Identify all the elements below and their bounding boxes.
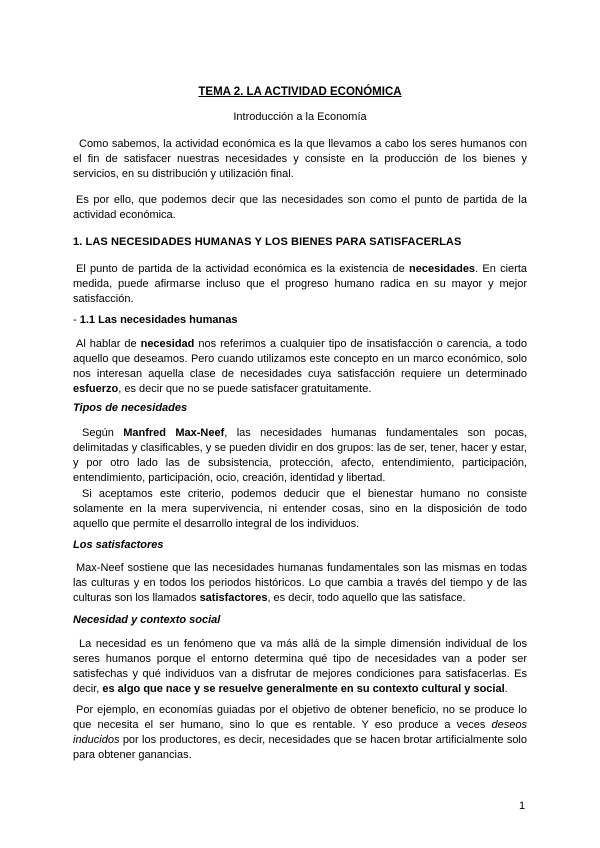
section-1-paragraph: El punto de partida de la actividad económica es la existencia de necesidades. En cierta medida, puede afirmarse incluso que el progreso humano radica en su mayor y mejor satisfacción.: [73, 263, 527, 305]
tipos-paragraph-1: Según Manfred Max-Neef, las necesidades humanas fundamentales son pocas, delimitadas y clasificables, y se pueden dividir en dos grupos: las de ser, tener, hacer y estar, y por otro lado las de subsistencia, protección, afecto, entendimiento, participación, entendimiento, participación, ocio, creación, identidad y libertad.: [73, 427, 528, 484]
contexto-heading: Necesidad y contexto social: [73, 614, 221, 626]
contexto-paragraph-2: Por ejemplo, en economías guiadas por el objetivo de obtener beneficio, no se produce lo que necesita el ser humano, sino lo que es rentable. Y eso produce a veces deseos inducidos por los productores, es decir, necesidades que se hacen brotar artificialmente solo para obtener ganancias.: [73, 704, 527, 761]
contexto-paragraph-1: La necesidad es un fenómeno que va más allá de la simple dimensión individual de los seres humanos porque el entorno determina qué tipo de necesidades van a poder ser satisfechas y qué individuos van a disfrutar de mejores condiciones para satisfacerlas. Es decir, es algo que nace y se resuelve generalmente en su contexto cultural y social.: [73, 638, 527, 695]
intro-paragraph-2: Es por ello, que podemos decir que las necesidades son como el punto de partida de la actividad económica.: [73, 194, 527, 221]
page-number: 1: [519, 800, 526, 812]
document-title: TEMA 2. LA ACTIVIDAD ECONÓMICA: [198, 86, 402, 98]
tipos-paragraph-2: Si aceptamos este criterio, podemos deducir que el bienestar humano no consiste solamente en la mera supervivencia, ni entender cosas, sino en la disposición de todo aquello que permite el desarrollo integral de los individuos.: [73, 488, 527, 530]
document-subtitle: Introducción a la Economía: [233, 111, 367, 123]
section-1-heading: 1. LAS NECESIDADES HUMANAS Y LOS BIENES PARA SATISFACERLAS: [73, 236, 462, 248]
subsection-1-1-paragraph: Al hablar de necesidad nos referimos a cualquier tipo de insatisfacción o carencia, a todo aquello que deseamos. Pero cuando utilizamos este concepto en un marco económico, solo nos interesan aquella clase de necesidades cuya satisfacción requiere un determinado esfuerzo, es decir que no se puede satisfacer gratuitamente.: [73, 338, 528, 395]
satisfactores-paragraph: Max-Neef sostiene que las necesidades humanas fundamentales son las mismas en todas las culturas y en todos los periodos históricos. Lo que cambia a través del tiempo y de las culturas son los llamados satisfactores, es decir, todo aquello que las satisface.: [73, 562, 527, 604]
satisfactores-heading: Los satisfactores: [73, 539, 164, 551]
tipos-heading: Tipos de necesidades: [73, 402, 188, 414]
intro-paragraph-1: Como sabemos, la actividad económica es la que llevamos a cabo los seres humanos con el fin de satisfacer nuestras necesidades y consiste en la producción de los bienes y servicios, en su distribución y utilización final.: [73, 138, 527, 180]
subsection-1-1-heading: - 1.1 Las necesidades humanas: [73, 314, 238, 326]
